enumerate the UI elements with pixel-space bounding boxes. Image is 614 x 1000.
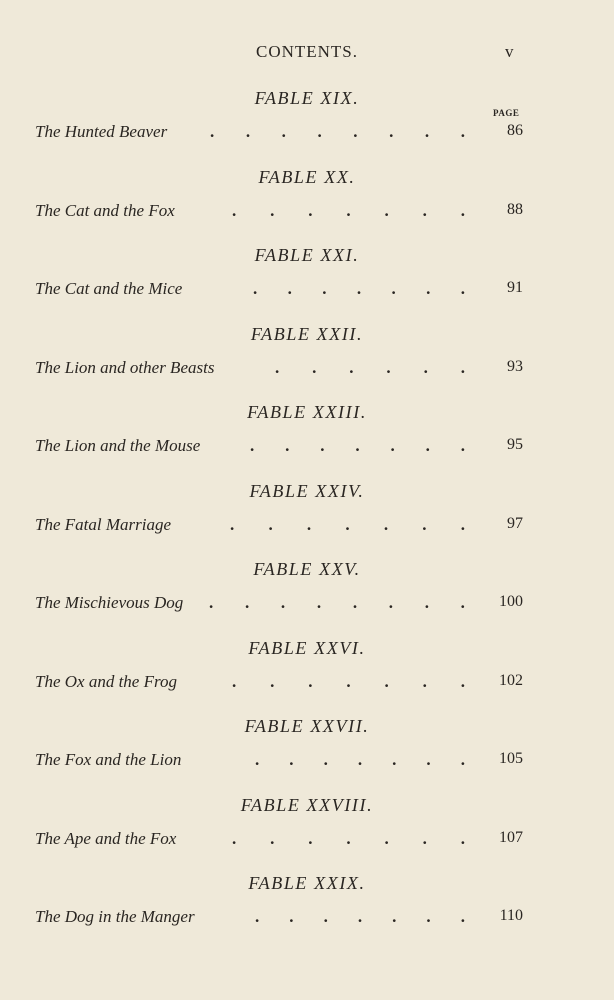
contents-entry [35,907,525,931]
dot-leader: . . . . . . . [253,279,465,298]
page-number: v [505,42,514,61]
fable-heading: FABLE XXIX. [248,873,366,893]
fable-heading: FABLE XXV. [253,559,361,579]
contents-entry [35,358,525,382]
dot-leader: . . . . . . . [255,750,465,769]
fable-heading: FABLE XXIII. [247,402,367,422]
entry-page-number: 95 [507,436,523,453]
contents-entry [35,515,525,539]
fable-heading: FABLE XIX. [254,88,360,108]
entry-page-number: 107 [499,828,523,846]
dot-leader: . . . . . . . [232,671,465,691]
contents-entry [35,122,525,146]
fable-heading: FABLE XXI. [254,245,360,265]
entry-title: The Lion and the Mouse [35,436,201,455]
entry-page-number: 86 [507,122,523,139]
fable-heading: FABLE XXVI. [248,637,366,658]
contents-entry [35,672,525,696]
dot-leader: . . . . . . . [232,200,465,220]
entry-title: The Fatal Marriage [35,514,171,534]
entry-page-number: 91 [507,279,523,296]
entry-page-number: 105 [499,750,523,767]
entry-title: The Lion and other Beasts [35,357,215,377]
entry-title: The Ox and the Frog [35,671,177,691]
dot-leader: . . . . . . [275,357,465,377]
contents-entry [35,436,525,460]
dot-leader: . . . . . . . [232,828,465,848]
entry-title: The Cat and the Fox [35,200,175,220]
dot-leader: . . . . . . . . [209,593,465,612]
entry-title: The Hunted Beaver [35,122,168,141]
page-column-label: PAGE [493,108,520,118]
dot-leader: . . . . . . . [250,436,465,455]
fable-heading: FABLE XXIV. [249,480,365,501]
contents-entry [35,279,525,303]
entry-title: The Ape and the Fox [35,828,177,848]
entry-page-number: 88 [507,200,523,218]
entry-title: The Dog in the Manger [35,907,195,926]
dot-leader: . . . . . . . . [210,122,465,141]
fable-heading: FABLE XXVII. [244,716,370,736]
running-title: CONTENTS. [255,42,359,61]
entry-page-number: 100 [499,593,523,610]
fable-heading: FABLE XXVIII. [240,794,374,815]
entry-page-number: 97 [507,514,523,532]
contents-entry [35,829,525,853]
dot-leader: . . . . . . . [230,514,465,534]
entry-title: The Cat and the Mice [35,279,183,298]
fable-heading: FABLE XX. [258,166,356,187]
entry-title: The Fox and the Lion [35,750,182,769]
entry-page-number: 102 [499,671,523,689]
dot-leader: . . . . . . . [255,907,465,926]
contents-entry [35,201,525,225]
entry-page-number: 110 [499,907,523,924]
fable-heading: FABLE XXII. [250,323,364,344]
contents-entry [35,593,525,617]
entry-title: The Mischievous Dog [35,593,184,612]
contents-entry [35,750,525,774]
entry-page-number: 93 [507,357,523,375]
